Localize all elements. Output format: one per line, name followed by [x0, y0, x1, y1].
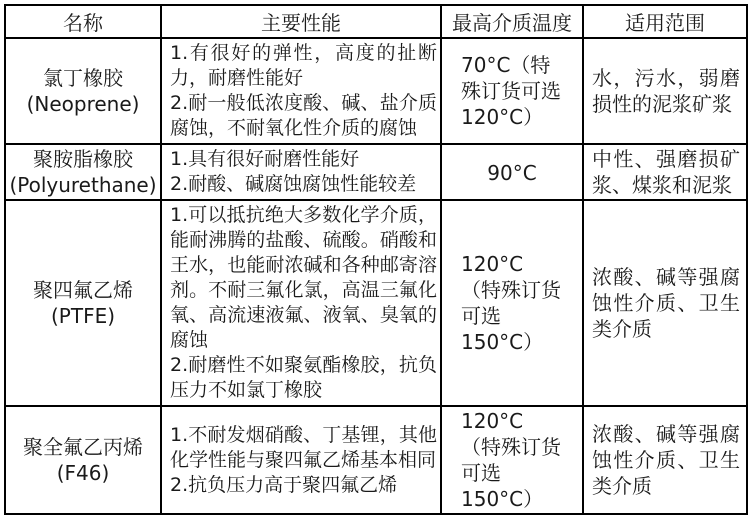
- property-item: 1.有很好的弹性，高度的扯断力，耐磨性能好: [170, 42, 437, 89]
- table-row-neoprene: [5, 38, 747, 144]
- material-name-cn: 聚全氟乙丙烯: [23, 435, 143, 459]
- properties-cell: [161, 144, 441, 200]
- material-name-cell: [5, 406, 161, 514]
- application-value: 中性、强磨损矿浆、煤浆和泥浆: [592, 147, 740, 197]
- property-item: 1.可以抵抗绝大多数化学介质，能耐沸腾的盐酸、硫酸。硝酸和王水，也能耐浓碱和各种邮寄溶剂。不耐三氟化氯，高温三氟化氧、高流速液氟、液氧、臭氧的腐蚀: [170, 204, 437, 351]
- properties-cell: [161, 200, 441, 406]
- max-temp-value: 120°C（特殊订货可选150°C）: [461, 252, 561, 354]
- max-temp-cell: [441, 144, 583, 200]
- property-item: 2.耐酸、碱腐蚀腐蚀性能较差: [170, 173, 417, 195]
- max-temp-value: 120°C（特殊订货可选150°C）: [461, 409, 561, 511]
- material-name-en: (F46): [56, 461, 110, 485]
- properties-cell: [161, 406, 441, 514]
- table-row-f46: [5, 406, 747, 514]
- material-name-cn: 氯丁橡胶: [43, 66, 123, 90]
- material-name-cn: 聚四氟乙烯: [33, 278, 133, 302]
- max-temp-cell: [441, 38, 583, 144]
- application-value: 水，污水，弱磨损性的泥浆矿浆: [592, 66, 740, 116]
- table-row-ptfe: [5, 200, 747, 406]
- max-temp-cell: [441, 406, 583, 514]
- max-temp-value: 70°C（特殊订货可选120°C）: [461, 53, 561, 129]
- material-name-cell: [5, 144, 161, 200]
- header-name: 名称: [5, 5, 161, 38]
- property-item: 1.不耐发烟硝酸、丁基锂，其他化学性能与聚四氟乙烯基本相同: [170, 423, 437, 471]
- application-cell: [583, 38, 747, 144]
- lining-material-spec-table: [4, 4, 748, 515]
- property-item: 2.耐一般低浓度酸、碱、盐介质腐蚀，不耐氧化性介质的腐蚀: [170, 92, 437, 139]
- material-name-cn: 聚胺脂橡胶: [33, 147, 133, 171]
- material-name-en: (Polyurethane): [9, 173, 157, 197]
- table-row-polyurethane: [5, 144, 747, 200]
- application-cell: [583, 406, 747, 514]
- header-main-properties: 主要性能: [161, 5, 441, 38]
- property-item: 2.耐磨性不如聚氨酯橡胶，抗负压力不如氯丁橡胶: [170, 354, 437, 401]
- header-row: [5, 5, 747, 38]
- application-value: 浓酸、碱等强腐蚀性介质、卫生类介质: [592, 422, 740, 498]
- material-name-cell: [5, 38, 161, 144]
- header-application-range: 适用范围: [583, 5, 747, 38]
- max-temp-cell: [441, 200, 583, 406]
- material-name-en: (Neoprene): [26, 92, 140, 116]
- max-temp-value: 90°C: [487, 160, 537, 185]
- properties-cell: [161, 38, 441, 144]
- material-name-en: (PTFE): [50, 304, 116, 328]
- property-item: 2.抗负压力高于聚四氟乙烯: [170, 473, 398, 496]
- property-item: 1.具有很好耐磨性能好: [170, 148, 360, 170]
- application-cell: [583, 144, 747, 200]
- application-cell: [583, 200, 747, 406]
- header-max-medium-temperature: 最高介质温度: [441, 5, 583, 38]
- material-name-cell: [5, 200, 161, 406]
- application-value: 浓酸、碱等强腐蚀性介质、卫生类介质: [592, 265, 740, 341]
